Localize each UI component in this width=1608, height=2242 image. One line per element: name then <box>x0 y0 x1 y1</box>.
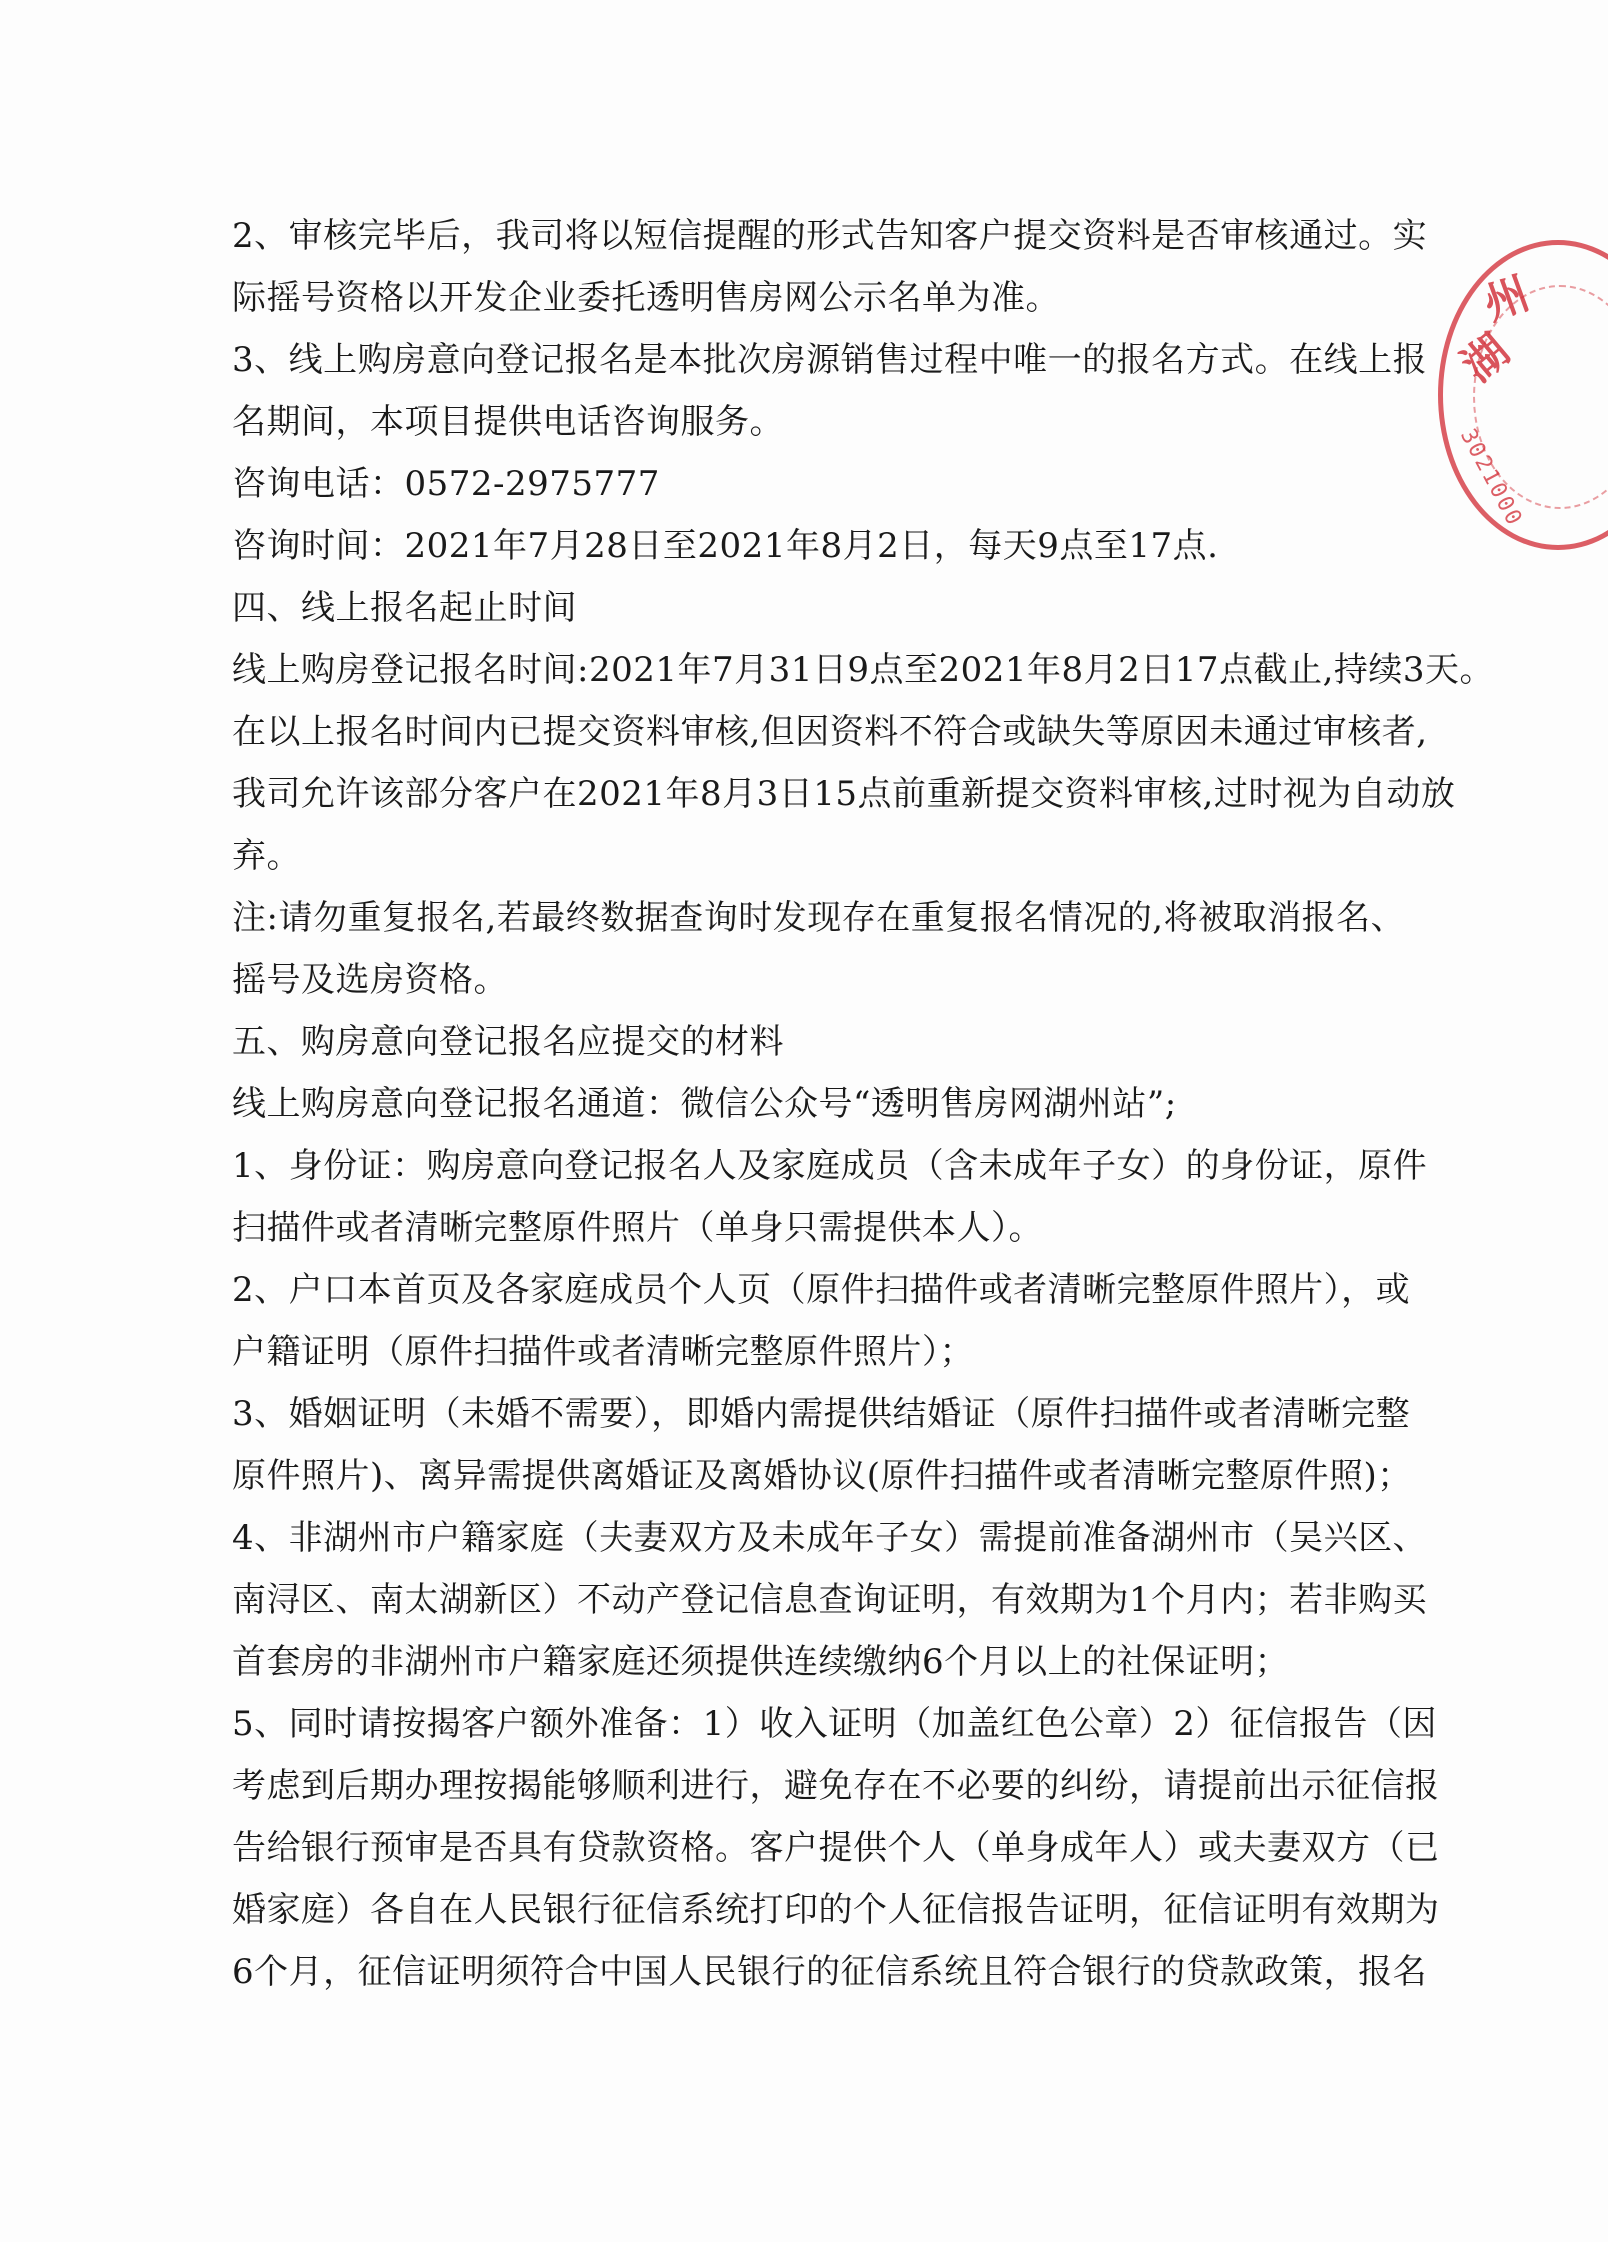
list-item: 4、非湖州市户籍家庭（夫妻双方及未成年子女）需提前准备湖州市（吴兴区、 <box>232 1518 1428 1558</box>
list-item: 原件照片)、离异需提供离婚证及离婚协议(原件扫描件或者清晰完整原件照)； <box>232 1456 1412 1496</box>
text-line: 线上购房意向登记报名通道：微信公众号“透明售房网湖州站”; <box>232 1084 1177 1124</box>
list-item: 告给银行预审是否具有贷款资格。客户提供个人（单身成年人）或夫妻双方（已 <box>232 1828 1440 1868</box>
list-item: 3、婚姻证明（未婚不需要），即婚内需提供结婚证（原件扫描件或者清晰完整 <box>232 1394 1411 1434</box>
section-heading: 四、线上报名起止时间 <box>232 588 577 628</box>
text-line: 线上购房登记报名时间:2021年7月31日9点至2021年8月2日17点截止,持续3天。 <box>232 650 1495 690</box>
red-seal-stamp <box>1438 240 1608 550</box>
section-heading: 五、购房意向登记报名应提交的材料 <box>232 1022 784 1062</box>
stamp-code: 3021000 <box>1454 425 1528 531</box>
text-line: 2、审核完毕后，我司将以短信提醒的形式告知客户提交资料是否审核通过。实 <box>232 216 1428 256</box>
note-line: 摇号及选房资格。 <box>232 960 508 1000</box>
contact-hours: 咨询时间：2021年7月28日至2021年8月2日，每天9点至17点. <box>232 526 1219 566</box>
list-item: 户籍证明（原件扫描件或者清晰完整原件照片）； <box>232 1332 974 1372</box>
stamp-char: 州 <box>1477 267 1536 331</box>
text-line: 弃。 <box>232 836 301 876</box>
list-item: 1、身份证：购房意向登记报名人及家庭成员（含未成年子女）的身份证，原件 <box>232 1146 1428 1186</box>
list-item: 扫描件或者清晰完整原件照片（单身只需提供本人）。 <box>232 1208 1043 1248</box>
list-item: 6个月，征信证明须符合中国人民银行的征信系统且符合银行的贷款政策，报名 <box>232 1952 1428 1992</box>
list-item: 2、户口本首页及各家庭成员个人页（原件扫描件或者清晰完整原件照片），或 <box>232 1270 1411 1310</box>
stamp-char: 湖 <box>1452 324 1520 393</box>
text-line: 我司允许该部分客户在2021年8月3日15点前重新提交资料审核,过时视为自动放 <box>232 774 1456 814</box>
list-item: 南浔区、南太湖新区）不动产登记信息查询证明，有效期为1个月内；若非购买 <box>232 1580 1428 1620</box>
text-line: 3、线上购房意向登记报名是本批次房源销售过程中唯一的报名方式。在线上报 <box>232 340 1428 380</box>
list-item: 5、同时请按揭客户额外准备：1）收入证明（加盖红色公章）2）征信报告（因 <box>232 1704 1437 1744</box>
contact-phone: 咨询电话：0572-2975777 <box>232 464 660 504</box>
text-line: 在以上报名时间内已提交资料审核,但因资料不符合或缺失等原因未通过审核者, <box>232 712 1428 752</box>
list-item: 考虑到后期办理按揭能够顺利进行，避免存在不必要的纠纷，请提前出示征信报 <box>232 1766 1440 1806</box>
list-item: 首套房的非湖州市户籍家庭还须提供连续缴纳6个月以上的社保证明； <box>232 1642 1290 1682</box>
list-item: 婚家庭）各自在人民银行征信系统打印的个人征信报告证明，征信证明有效期为 <box>232 1890 1440 1930</box>
note-line: 注:请勿重复报名,若最终数据查询时发现存在重复报名情况的,将被取消报名、 <box>232 898 1406 938</box>
text-line: 名期间，本项目提供电话咨询服务。 <box>232 402 784 442</box>
text-line: 际摇号资格以开发企业委托透明售房网公示名单为准。 <box>232 278 1060 318</box>
